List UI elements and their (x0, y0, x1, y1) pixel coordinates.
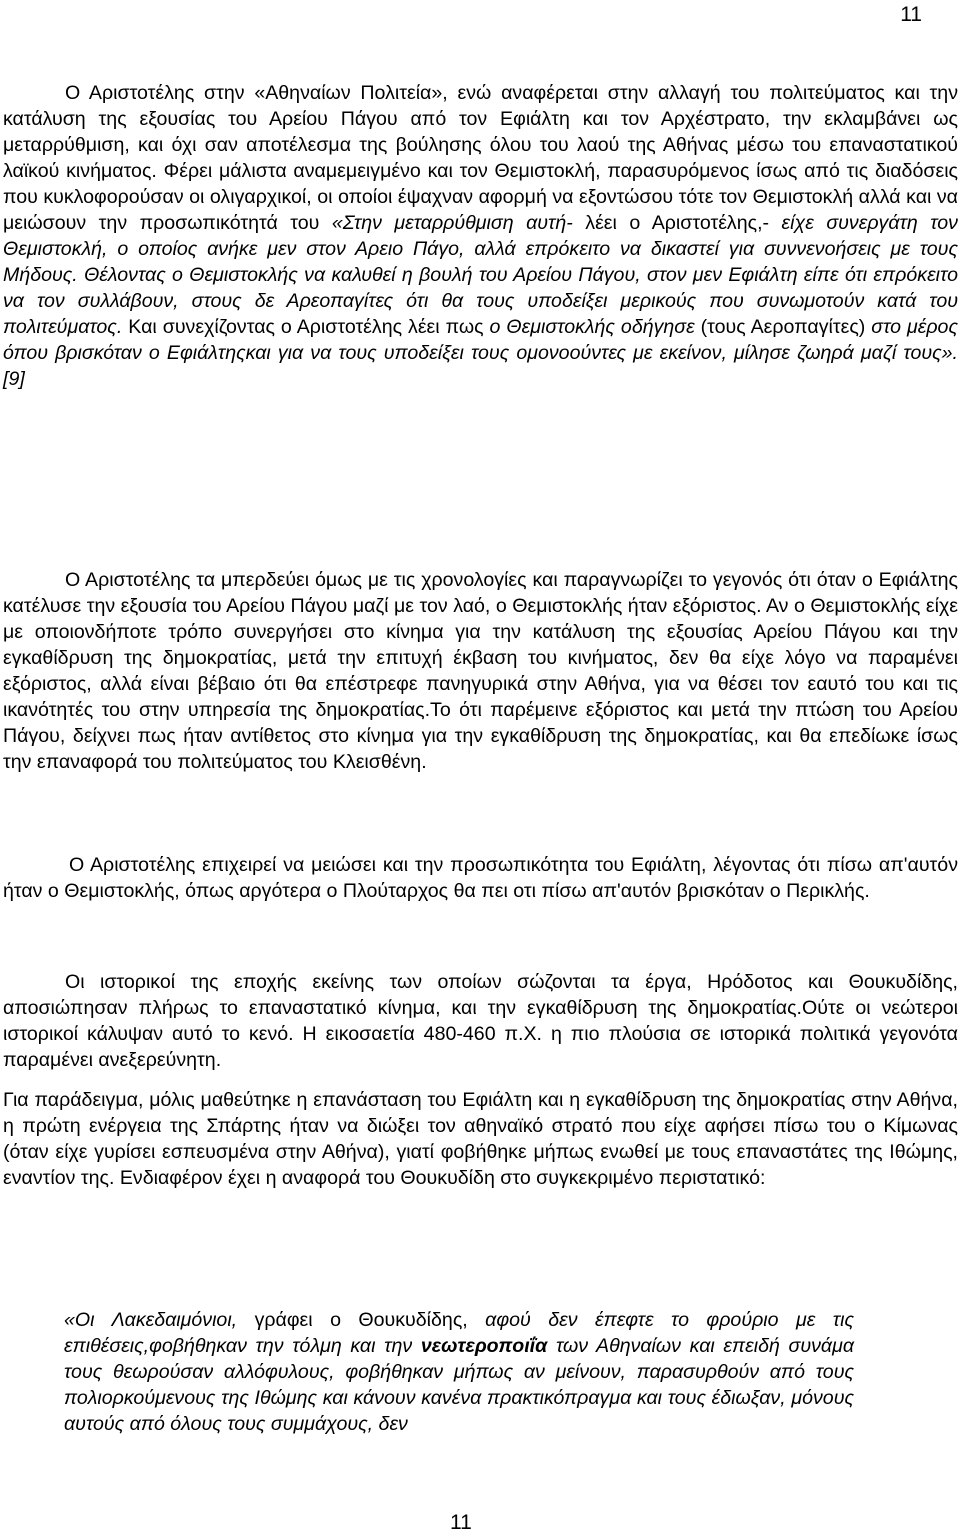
quote-run: των Αθηναίων και επειδή συνάμα τους θεωρούσαν αλλόφυλους, φοβήθηκαν μήπως αν μείνουν, παρασυρθούν από τους πολιορκούμενους της Ιθώμης και κάνουν κανένα πρακτικόπραγμα και τους έδιωξαν, μόνους αυτούς από όλους τους συμμάχους, δεν (64, 1335, 854, 1435)
quote-attribution: γράφει ο Θουκυδίδης, (237, 1309, 486, 1331)
quote-run: «Οι Λακεδαιμόνιοι, (64, 1309, 238, 1331)
text-run: λέει ο Αριστοτέλης,- (572, 212, 782, 234)
paragraph-aristotle-athenaion-politeia (3, 80, 958, 392)
paragraph-historians-silence: Οι ιστορικοί της εποχής εκείνης των οποίων σώζονται τα έργα, Ηρόδοτος και Θουκυδίδης, αποσιώπησαν πλήρως το επαναστατικό κίνημα, και την εγκαθίδρυση της δημοκρατίας.Ούτε οι νεώτεροι ιστορικοί κάλυψαν αυτό το κενό. Η εικοσαετία 480-460 π.Χ. η πιο πλούσια σε ιστορικά πολιτικά γεγονότα παραμένει ανεξερεύνητη. (3, 971, 958, 1071)
paragraph-chronology-confusion: Ο Αριστοτέλης τα μπερδεύει όμως με τις χρονολογίες και παραγνωρίζει το γεγονός ότι όταν ο Εφιάλτης κατέλυσε την εξουσία του Αρείου Πάγου μαζί με τον λαό, ο Θεμιστοκλής ήταν εξόριστος. Αν ο Θεμιστοκλής είχε με οποιονδήποτε τρόπο συνεργήσει στο κίνημα για την κατάλυση της εξουσίας Αρείου Πάγου και την εγκαθίδρυση της δημοκρατίας, μετά την επιτυχή έκβαση του κινήματος, δεν θα είχε λόγο να παραμένει εξόριστος, αλλά είναι βέβαιο ότι θα επέστρεφε πανηγυρικά στην Αθήνα, για να θέσει τον εαυτό του και τις ικανότητές του στην υπηρεσία της δημοκρατίας.Το ότι παρέμεινε εξόριστος και μετά την πτώση του Αρείου Πάγου, δείχνει πως ήταν αντίθετος στο κίνημα για την εγκαθίδρυση της δημοκρατίας, και θα επεδίωκε ίσως την επαναφορά του πολιτεύματος του Κλεισθένη. (3, 569, 958, 773)
quote-bold-term: νεωτεροποιΐα (420, 1335, 548, 1357)
italic-quote-run: Θέλοντας ο Θεμιστοκλής να καλυθεί η βουλή του Αρείου Πάγου, στον μεν Εφιάλτη είπε ότι επρόκειτο να τον συλλάβουν, στους δε Αρεοπαγίτες ότι θα τους υποδείξει μερικούς που συνωμοτούν κατά του πολιτεύματος. (3, 264, 958, 338)
paragraph-sparta-example: Για παράδειγμα, μόλις μαθεύτηκε η επανάσταση του Εφιάλτη και η εγκαθίδρυση της δημοκρατίας στην Αθήνα, η πρώτη ενέργεια της Σπάρτης ήταν να διώξει τον αθηναϊκό στρατό που είχε αφήσει πίσω του ο Κίμωνας (όταν είχε γυρίσει εσπευσμένα στην Αθήνα), γιατί φοβήθηκε μήπως ενωθεί με τους επαναστάτες της Ιθώμης, εναντίον της. Ενδιαφέρον έχει η αναφορά του Θουκυδίδη στο συγκεκριμένο περιστατικό: (3, 1089, 958, 1189)
text-run: Και συνεχίζοντας ο Αριστοτέλης λέει πως (122, 316, 490, 338)
text-run: Ο Αριστοτέλης στην «Αθηναίων Πολιτεία», ενώ αναφέρεται στην αλλαγή του πολιτεύματος και την κατάλυση της εξουσίας του Αρείου Πάγου από τον Εφιάλτη και τον Αρχέστρατο, την εκλαμβάνει ως μεταρρύθμιση, και όχι σαν αποτέλεσμα της βούλησης όλου του λαού της Αθήνας μέσω του επαναστατικού λαϊκού κινήματος. Φέρει μάλιστα αναμεμειγμένο και τον Θεμιστοκλή, παρασυρόμενος ίσως από τις διαδόσεις που κυκλοφορούσαν οι ολιγαρχικοί, οι οποίοι έψαχναν αφορμή να εξοντώσου τότε τον Θεμιστοκλή αλλά και να μειώσουν την προσωπικότητά του (3, 82, 958, 234)
quote-run: αφού δεν έπεφτε το φρούριο με τις επιθέσεις,φοβήθηκαν την τόλμη και την (64, 1309, 854, 1357)
italic-quote-run: στο μέρος όπου βρισκόταν ο Εφιάλτηςκαι για να τους υποδείξει τους ομονοούντες με εκείνον, μίλησε ζωηρά μαζί τους». [9] (3, 316, 958, 390)
page-number-bottom: 11 (450, 1511, 472, 1534)
italic-quote-run: ο Θεμιστοκλής οδήγησε (489, 316, 695, 338)
thucydides-quote (64, 1307, 854, 1437)
paragraph-ephialtes-personality: Ο Αριστοτέλης επιχειρεί να μειώσει και την προσωπικότητα του Εφιάλτη, λέγοντας ότι πίσω απ'αυτόν ήταν ο Θεμιστοκλής, όπως αργότερα ο Πλούταρχος θα πει οτι πίσω απ'αυτόν βρισκόταν ο Περικλής. (3, 854, 958, 902)
text-run: (τους Αεροπαγίτες) (694, 316, 872, 338)
italic-quote-run: είχε συνεργάτη τον Θεμιστοκλή, ο οποίος ανήκε μεν στον Αρειο Πάγο, αλλά επρόκειτο να δικαστεί για συννενοήσεις με τους Μήδους. (3, 212, 958, 286)
page-number-top: 11 (900, 3, 922, 26)
italic-quote-run: «Στην μεταρρύθμιση αυτή- (331, 212, 573, 234)
